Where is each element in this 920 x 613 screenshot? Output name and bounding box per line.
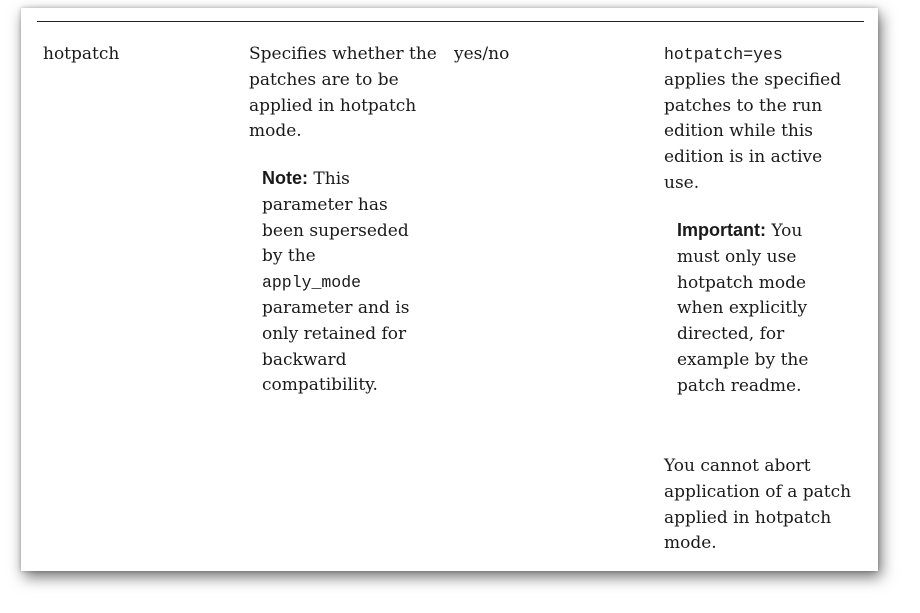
important-line: when explicitly [677,298,808,319]
default-line: patches to the run [664,95,823,116]
note-block [262,166,409,399]
note-line [262,166,409,193]
abort-line: You cannot abort [664,456,811,476]
default-line: edition while this [664,121,814,142]
default-line: edition is in active [664,147,823,168]
note-line: compatibility. [262,375,378,396]
important-line: must only use [677,246,797,267]
note-line: parameter and is [262,297,410,318]
parameter-default [664,42,841,197]
default-code: hotpatch=yes [664,45,783,64]
abort-line: application of a patch [664,481,852,502]
important-line: example by the [677,349,809,370]
abort-warning [664,454,851,557]
important-line: hotpatch mode [677,272,807,293]
parameter-name: hotpatch [43,44,120,64]
description-line: Specifies whether the [249,44,437,64]
abort-line: applied in hotpatch [664,507,832,528]
document-page [21,8,878,571]
note-line: been superseded [262,220,409,241]
description-line: applied in hotpatch [249,95,417,116]
note-code: apply_mode [262,273,362,293]
important-line: directed, for [677,324,785,345]
note-line: parameter has [262,194,388,215]
description-line: mode. [249,121,302,142]
abort-line: mode. [664,533,717,554]
important-block [677,218,808,400]
important-line [677,218,808,245]
note-text: This [308,169,350,189]
note-line: backward [262,349,347,370]
default-line: use. [664,172,700,193]
parameter-description [249,42,437,145]
important-text: You [766,221,803,241]
description-line: patches are to be [249,69,399,90]
table-top-rule [37,21,864,22]
parameter-values: yes/no [454,44,510,64]
note-line: by the [262,246,316,267]
important-label: Important: [677,220,766,240]
important-line: patch readme. [677,375,802,396]
note-label: Note: [262,168,308,188]
default-line: applies the specified [664,69,842,90]
note-line: only retained for [262,323,407,344]
